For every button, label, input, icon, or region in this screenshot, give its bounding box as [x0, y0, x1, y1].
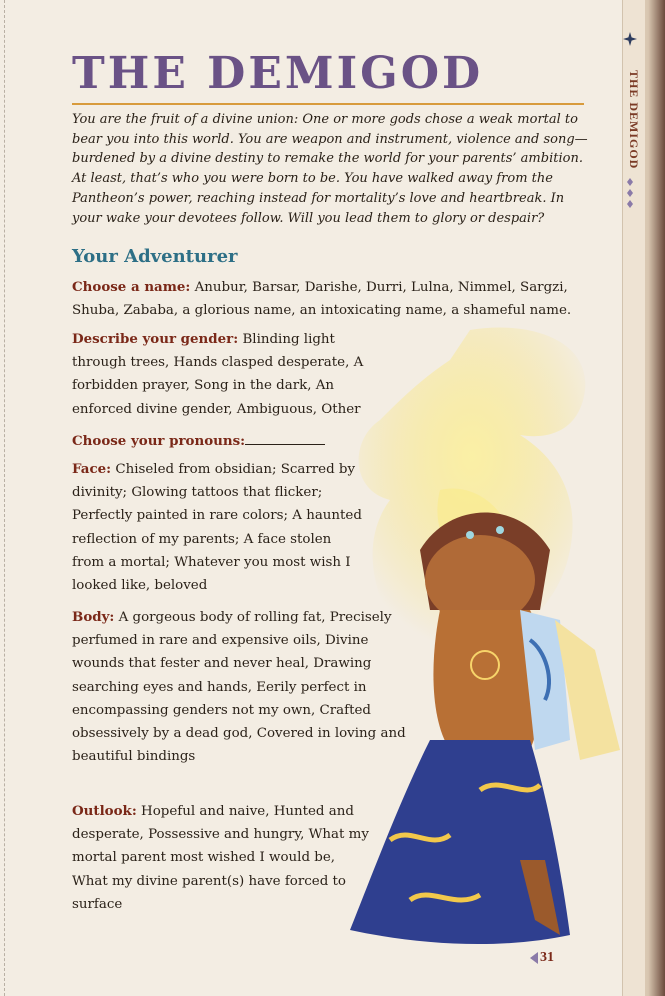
- pronouns-label: Choose your pronouns:: [72, 433, 246, 449]
- body-field: [72, 606, 417, 768]
- name-field: [72, 276, 592, 322]
- gender-options: Blinding light through trees, Hands clasped desperate, A forbidden prayer, Song in the dark, An enforced divine gender, Ambiguous, Other: [72, 332, 364, 417]
- outlook-field: [72, 800, 372, 916]
- outlook-options: Hopeful and naive, Hunted and desperate, Possessive and hungry, What my mortal parent most wished I would be, What my divine parent(s) have forced to surface: [72, 804, 369, 912]
- face-options: Chiseled from obsidian; Scarred by divinity; Glowing tattoos that flicker; Perfectly painted in rare colors; A haunted reflection of my parents; A face stolen from a mortal; Whatever you most wish I looked like, beloved: [72, 462, 362, 594]
- face-label: Face:: [72, 461, 112, 477]
- outlook-label: Outlook:: [72, 803, 137, 819]
- running-head: THE DEMIGOD: [627, 70, 641, 170]
- section-heading: Your Adventurer: [72, 246, 238, 267]
- pronouns-blank-line: [245, 432, 325, 445]
- pronouns-field: [72, 430, 392, 453]
- diamond-dots-icon: [625, 178, 635, 208]
- left-triangle-icon: [530, 952, 538, 964]
- face-field: [72, 458, 362, 597]
- name-options: Anubur, Barsar, Darishe, Durri, Lulna, Nimmel, Sargzi, Shuba, Zababa, a glorious name, an intoxicating name, a shameful name.: [72, 280, 572, 319]
- page-edge: [0, 0, 5, 996]
- gender-label: Describe your gender:: [72, 331, 239, 347]
- title-rule: [72, 103, 584, 105]
- four-point-star-icon: [623, 32, 637, 46]
- name-label: Choose a name:: [72, 279, 191, 295]
- body-options: A gorgeous body of rolling fat, Precisely perfumed in rare and expensive oils, Divine wounds that fester and never heal, Drawing searching eyes and hands, Eerily perfect in encompassing genders not my own, Crafted obsessively by a dead god, Covered in loving and beautiful bindings: [72, 610, 406, 765]
- gender-field: [72, 328, 392, 421]
- intro-text: You are the fruit of a divine union: One or more gods chose a weak mortal to bear you into this world. You are weapon and instrument, violence and song—burdened by a divine destiny to remake the world for your parents’ ambition. At least, that’s who you were born to be. You have walked away from the Pantheon’s power, reaching instead for mortality’s love and heartbreak. In your wake your devotees follow. Will you lead them to glory or despair?: [72, 112, 588, 226]
- page-title: THE DEMIGOD: [72, 48, 484, 99]
- page-number: 31: [540, 950, 554, 965]
- body-label: Body:: [72, 609, 115, 625]
